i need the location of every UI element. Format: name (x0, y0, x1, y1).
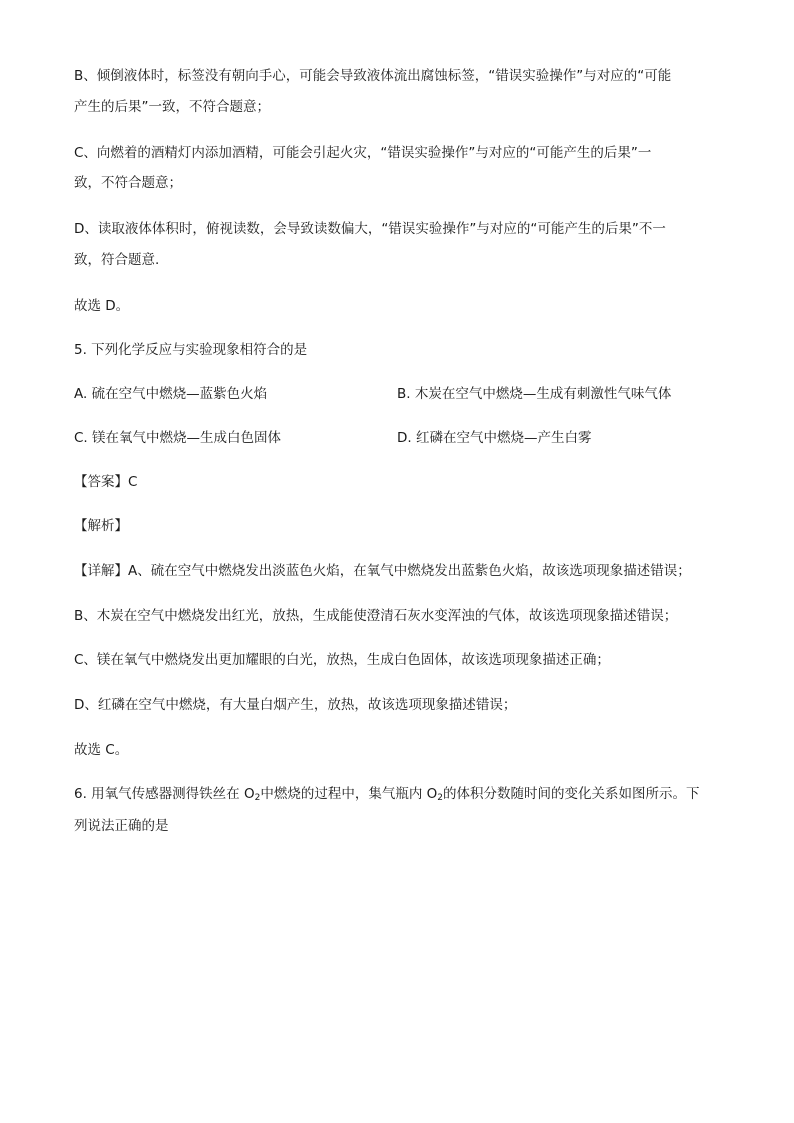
analysis-label: 【解析】 (74, 518, 128, 534)
question6-stem-line1 (74, 784, 699, 804)
explanation-d-line1: D、读取液体体积时，俯视读数，会导致读数偏大，“错误实验操作”与对应的“可能产生的后果”不一 (74, 221, 666, 237)
explanation-b-line1: B、倾倒液体时，标签没有朝向手心，可能会导致液体流出腐蚀标签，“错误实验操作”与对应的“可能 (74, 68, 672, 84)
q6-part3: 的体积分数随时间的变化关系如图所示。下 (442, 786, 700, 802)
q6-sub1: 2 (254, 793, 261, 803)
detail-b-line: B、木炭在空气中燃烧发出红光，放热，生成能使澄清石灰水变浑浊的气体，故该选项现象描述错误； (74, 608, 678, 624)
detail-d-line: D、红磷在空气中燃烧，有大量白烟产生，放热，故该选项现象描述错误； (74, 697, 517, 713)
question5-option-b: B. 木炭在空气中燃烧—生成有刺激性气味气体 (397, 386, 672, 402)
answer-value: C (128, 474, 138, 490)
detail-a-text: A、硫在空气中燃烧发出淡蓝色火焰，在氧气中燃烧发出蓝紫色火焰，故该选项现象描述错误； (128, 563, 691, 579)
q6-part1: 6. 用氧气传感器测得铁丝在 O (74, 786, 255, 802)
detail-c-line: C、镁在氧气中燃烧发出更加耀眼的白光，放热，生成白色固体，故该选项现象描述正确； (74, 652, 610, 668)
explanation-b-line2: 产生的后果”一致，不符合题意； (74, 99, 270, 115)
detail-a-line (74, 561, 691, 581)
conclusion-prev: 故选 D。 (74, 298, 130, 314)
explanation-c-line2: 致，不符合题意； (74, 175, 182, 191)
question5-option-c: C. 镁在氧气中燃烧—生成白色固体 (74, 430, 282, 446)
question5-stem: 5. 下列化学反应与实验现象相符合的是 (74, 342, 308, 358)
explanation-d-line2: 致，符合题意. (74, 252, 160, 268)
conclusion-q5: 故选 C。 (74, 742, 129, 758)
answer-label: 【答案】 (74, 474, 128, 490)
answer-line (74, 472, 137, 492)
question5-option-a: A. 硫在空气中燃烧—蓝紫色火焰 (74, 386, 268, 402)
detail-label: 【详解】 (74, 563, 128, 579)
q6-part2: 中燃烧的过程中，集气瓶内 O (260, 786, 438, 802)
explanation-c-line1: C、向燃着的酒精灯内添加酒精，可能会引起火灾，“错误实验操作”与对应的“可能产生的后果”一 (74, 145, 652, 161)
q6-sub2: 2 (437, 793, 443, 803)
question5-option-d: D. 红磷在空气中燃烧—产生白雾 (397, 430, 592, 446)
question6-stem-line2: 列说法正确的是 (74, 818, 169, 834)
